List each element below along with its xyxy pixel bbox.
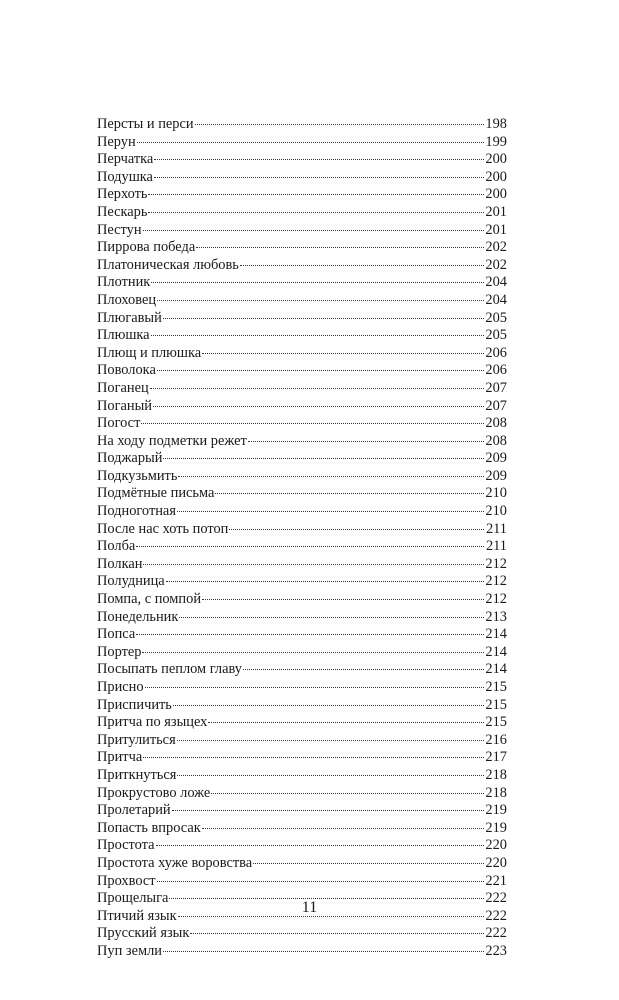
toc-dot-leader (195, 124, 484, 125)
toc-entry-title: Прусский язык (97, 925, 190, 942)
toc-entry-title: Полудница (97, 573, 165, 590)
toc-entry-title: Подушка (97, 168, 153, 185)
toc-entry (97, 485, 507, 503)
toc-entry-page: 217 (485, 749, 507, 766)
toc-entry-page: 214 (485, 661, 507, 678)
toc-dot-leader (177, 740, 484, 741)
toc-entry-page: 202 (485, 256, 507, 273)
toc-entry-title: Прокрустово ложе (97, 784, 211, 801)
toc-entry-title: Персты и перси (97, 116, 194, 132)
toc-entry (97, 292, 507, 310)
toc-entry-title: Поганец (97, 379, 149, 396)
toc-entry (97, 626, 507, 644)
toc-dot-leader (202, 353, 484, 354)
toc-dot-leader (163, 458, 484, 459)
toc-entry (97, 785, 507, 803)
toc-entry-page: 199 (485, 133, 507, 150)
toc-entry (97, 837, 507, 855)
toc-entry-page: 208 (485, 432, 507, 449)
toc-entry-page: 212 (485, 591, 507, 608)
toc-entry-page: 205 (485, 327, 507, 344)
toc-dot-leader (163, 318, 484, 319)
toc-entry-title: Посыпать пеплом главу (97, 661, 243, 678)
toc-dot-leader (208, 722, 484, 723)
toc-entry (97, 450, 507, 468)
toc-entry-title: Притча по языцех (97, 714, 208, 731)
toc-dot-leader (157, 370, 484, 371)
toc-dot-leader (229, 529, 484, 530)
toc-entry-title: Поволока (97, 362, 156, 379)
toc-entry-page: 210 (485, 485, 507, 502)
toc-entry-page: 218 (485, 784, 507, 801)
toc-entry (97, 697, 507, 715)
toc-entry-title: Приспичить (97, 696, 172, 713)
toc-entry-title: Перчатка (97, 151, 154, 168)
toc-dot-leader (136, 546, 484, 547)
toc-dot-leader (173, 705, 484, 706)
toc-entry-title: Перхоть (97, 186, 148, 203)
toc-entry-page: 212 (485, 573, 507, 590)
toc-entry-page: 206 (485, 344, 507, 361)
toc-dot-leader (154, 159, 484, 160)
toc-entry-title: Притулиться (97, 731, 176, 748)
toc-dot-leader (148, 194, 484, 195)
toc-entry-page: 209 (485, 450, 507, 467)
toc-entry-page: 223 (485, 942, 507, 959)
toc-entry-title: Пуп земли (97, 942, 162, 959)
toc-entry (97, 679, 507, 697)
toc-entry (97, 556, 507, 574)
toc-entry (97, 116, 507, 134)
toc-entry-page: 206 (485, 362, 507, 379)
toc-entry-page: 210 (485, 503, 507, 520)
toc-entry-title: Плюгавый (97, 309, 162, 326)
toc-entry-page: 215 (485, 696, 507, 713)
toc-dot-leader (151, 335, 484, 336)
toc-entry-page: 207 (485, 397, 507, 414)
toc-dot-leader (136, 634, 484, 635)
toc-entry-page: 218 (485, 766, 507, 783)
toc-dot-leader (243, 669, 484, 670)
toc-dot-leader (156, 845, 485, 846)
toc-entry-title: Простота (97, 837, 155, 854)
toc-entry-title: Попса (97, 626, 136, 643)
toc-entry-title: Подноготная (97, 503, 176, 520)
toc-dot-leader (177, 511, 484, 512)
toc-dot-leader (202, 599, 484, 600)
toc-dot-leader (240, 265, 484, 266)
toc-entry-page: 200 (485, 151, 507, 168)
toc-entry-title: Погост (97, 415, 141, 432)
toc-entry (97, 873, 507, 891)
toc-entry-title: Прощелыга (97, 890, 169, 907)
toc-entry-title: Плоховец (97, 291, 157, 308)
toc-entry (97, 433, 507, 451)
toc-entry (97, 362, 507, 380)
toc-entry-page: 204 (485, 291, 507, 308)
toc-entry-page: 201 (485, 221, 507, 238)
toc-entry-title: Поганый (97, 397, 152, 414)
toc-entry-page: 219 (485, 802, 507, 819)
toc-entry-page: 213 (485, 608, 507, 625)
toc-entry-title: Поджарый (97, 450, 163, 467)
toc-dot-leader (215, 493, 484, 494)
toc-entry-page: 222 (485, 907, 507, 924)
toc-entry (97, 802, 507, 820)
toc-entry (97, 134, 507, 152)
toc-entry-page: 214 (485, 626, 507, 643)
toc-dot-leader (148, 212, 484, 213)
toc-entry (97, 222, 507, 240)
toc-entry-page: 222 (485, 925, 507, 942)
toc-dot-leader (141, 423, 484, 424)
toc-entry (97, 925, 507, 943)
toc-entry-title: Плющ и плюшка (97, 344, 202, 361)
toc-entry-page: 220 (485, 837, 507, 854)
toc-entry (97, 538, 507, 556)
toc-entry-page: 208 (485, 415, 507, 432)
toc-entry (97, 609, 507, 627)
toc-dot-leader (166, 581, 484, 582)
toc-dot-leader (145, 687, 484, 688)
toc-entry (97, 732, 507, 750)
toc-entry-page: 200 (485, 186, 507, 203)
toc-dot-leader (153, 406, 484, 407)
toc-entry-page: 219 (485, 819, 507, 836)
toc-entry-page: 222 (485, 890, 507, 907)
toc-entry-page: 211 (485, 538, 507, 555)
toc-dot-leader (178, 476, 484, 477)
toc-dot-leader (157, 300, 484, 301)
toc-entry-page: 211 (485, 520, 507, 537)
toc-dot-leader (143, 757, 484, 758)
toc-dot-leader (177, 775, 484, 776)
toc-entry (97, 274, 507, 292)
toc-entry (97, 204, 507, 222)
toc-entry-title: Перун (97, 133, 136, 150)
toc-entry-page: 204 (485, 274, 507, 291)
toc-entry-title: Пескарь (97, 203, 148, 220)
toc-dot-leader (248, 441, 484, 442)
toc-entry (97, 239, 507, 257)
toc-entry (97, 327, 507, 345)
toc-dot-leader (151, 282, 484, 283)
toc-entry-title: Приткнуться (97, 766, 177, 783)
table-of-contents (97, 116, 507, 961)
toc-entry (97, 661, 507, 679)
toc-entry (97, 820, 507, 838)
toc-entry-title: Плотник (97, 274, 151, 291)
toc-entry-title: Помпа, с помпой (97, 591, 202, 608)
toc-dot-leader (172, 810, 484, 811)
toc-entry (97, 714, 507, 732)
toc-entry (97, 310, 507, 328)
toc-dot-leader (142, 652, 484, 653)
toc-entry-title: Подмётные письма (97, 485, 215, 502)
toc-entry (97, 257, 507, 275)
toc-entry (97, 644, 507, 662)
toc-entry-page: 207 (485, 379, 507, 396)
toc-entry-page: 215 (485, 714, 507, 731)
toc-dot-leader (143, 230, 484, 231)
toc-entry-title: Плюшка (97, 327, 150, 344)
toc-entry (97, 767, 507, 785)
toc-entry-page: 205 (485, 309, 507, 326)
toc-entry (97, 415, 507, 433)
toc-entry (97, 573, 507, 591)
toc-entry-title: Пестун (97, 221, 142, 238)
toc-entry-title: Понедельник (97, 608, 179, 625)
toc-dot-leader (211, 793, 484, 794)
page-number: 11 (301, 899, 318, 916)
toc-entry-title: Пиррова победа (97, 239, 196, 256)
toc-entry (97, 398, 507, 416)
toc-dot-leader (154, 177, 484, 178)
toc-entry-title: Присно (97, 679, 144, 695)
toc-entry-title: Птичий язык (97, 907, 177, 924)
toc-entry-title: Попасть впросак (97, 819, 201, 836)
toc-entry-title: На ходу подметки режет (97, 432, 247, 449)
toc-entry (97, 749, 507, 767)
toc-entry (97, 169, 507, 187)
toc-entry-page: 221 (485, 872, 507, 889)
toc-entry (97, 380, 507, 398)
toc-entry (97, 521, 507, 539)
toc-dot-leader (253, 863, 484, 864)
toc-entry-page: 202 (485, 239, 507, 256)
toc-entry (97, 503, 507, 521)
toc-entry-title: Подкузьмить (97, 467, 178, 484)
toc-entry-page: 216 (485, 731, 507, 748)
toc-entry-title: Полкан (97, 555, 143, 572)
toc-entry-page: 220 (485, 854, 507, 871)
toc-entry (97, 591, 507, 609)
toc-dot-leader (143, 564, 484, 565)
toc-dot-leader (163, 951, 484, 952)
toc-entry-title: Полба (97, 538, 136, 555)
toc-entry (97, 855, 507, 873)
toc-dot-leader (202, 828, 484, 829)
toc-entry (97, 186, 507, 204)
toc-entry-title: Притча (97, 749, 143, 766)
toc-entry (97, 943, 507, 961)
toc-entry-page: 212 (485, 555, 507, 572)
toc-entry-title: Простота хуже воровства (97, 854, 253, 871)
toc-entry (97, 345, 507, 363)
toc-entry-title: Портер (97, 643, 142, 660)
toc-dot-leader (190, 933, 484, 934)
toc-dot-leader (150, 388, 484, 389)
toc-dot-leader (137, 142, 484, 143)
toc-entry-page: 214 (485, 643, 507, 660)
toc-entry-page: 215 (485, 679, 507, 695)
toc-dot-leader (157, 881, 484, 882)
toc-entry-page: 209 (485, 467, 507, 484)
toc-entry (97, 151, 507, 169)
toc-entry-page: 198 (485, 116, 507, 132)
toc-entry-title: Платоническая любовь (97, 256, 239, 273)
toc-entry-title: После нас хоть потоп (97, 520, 229, 537)
toc-dot-leader (196, 247, 484, 248)
toc-entry-page: 200 (485, 168, 507, 185)
toc-entry-page: 201 (485, 203, 507, 220)
toc-dot-leader (179, 617, 484, 618)
toc-entry (97, 468, 507, 486)
toc-entry-title: Прохвост (97, 872, 156, 889)
toc-entry-title: Пролетарий (97, 802, 171, 819)
